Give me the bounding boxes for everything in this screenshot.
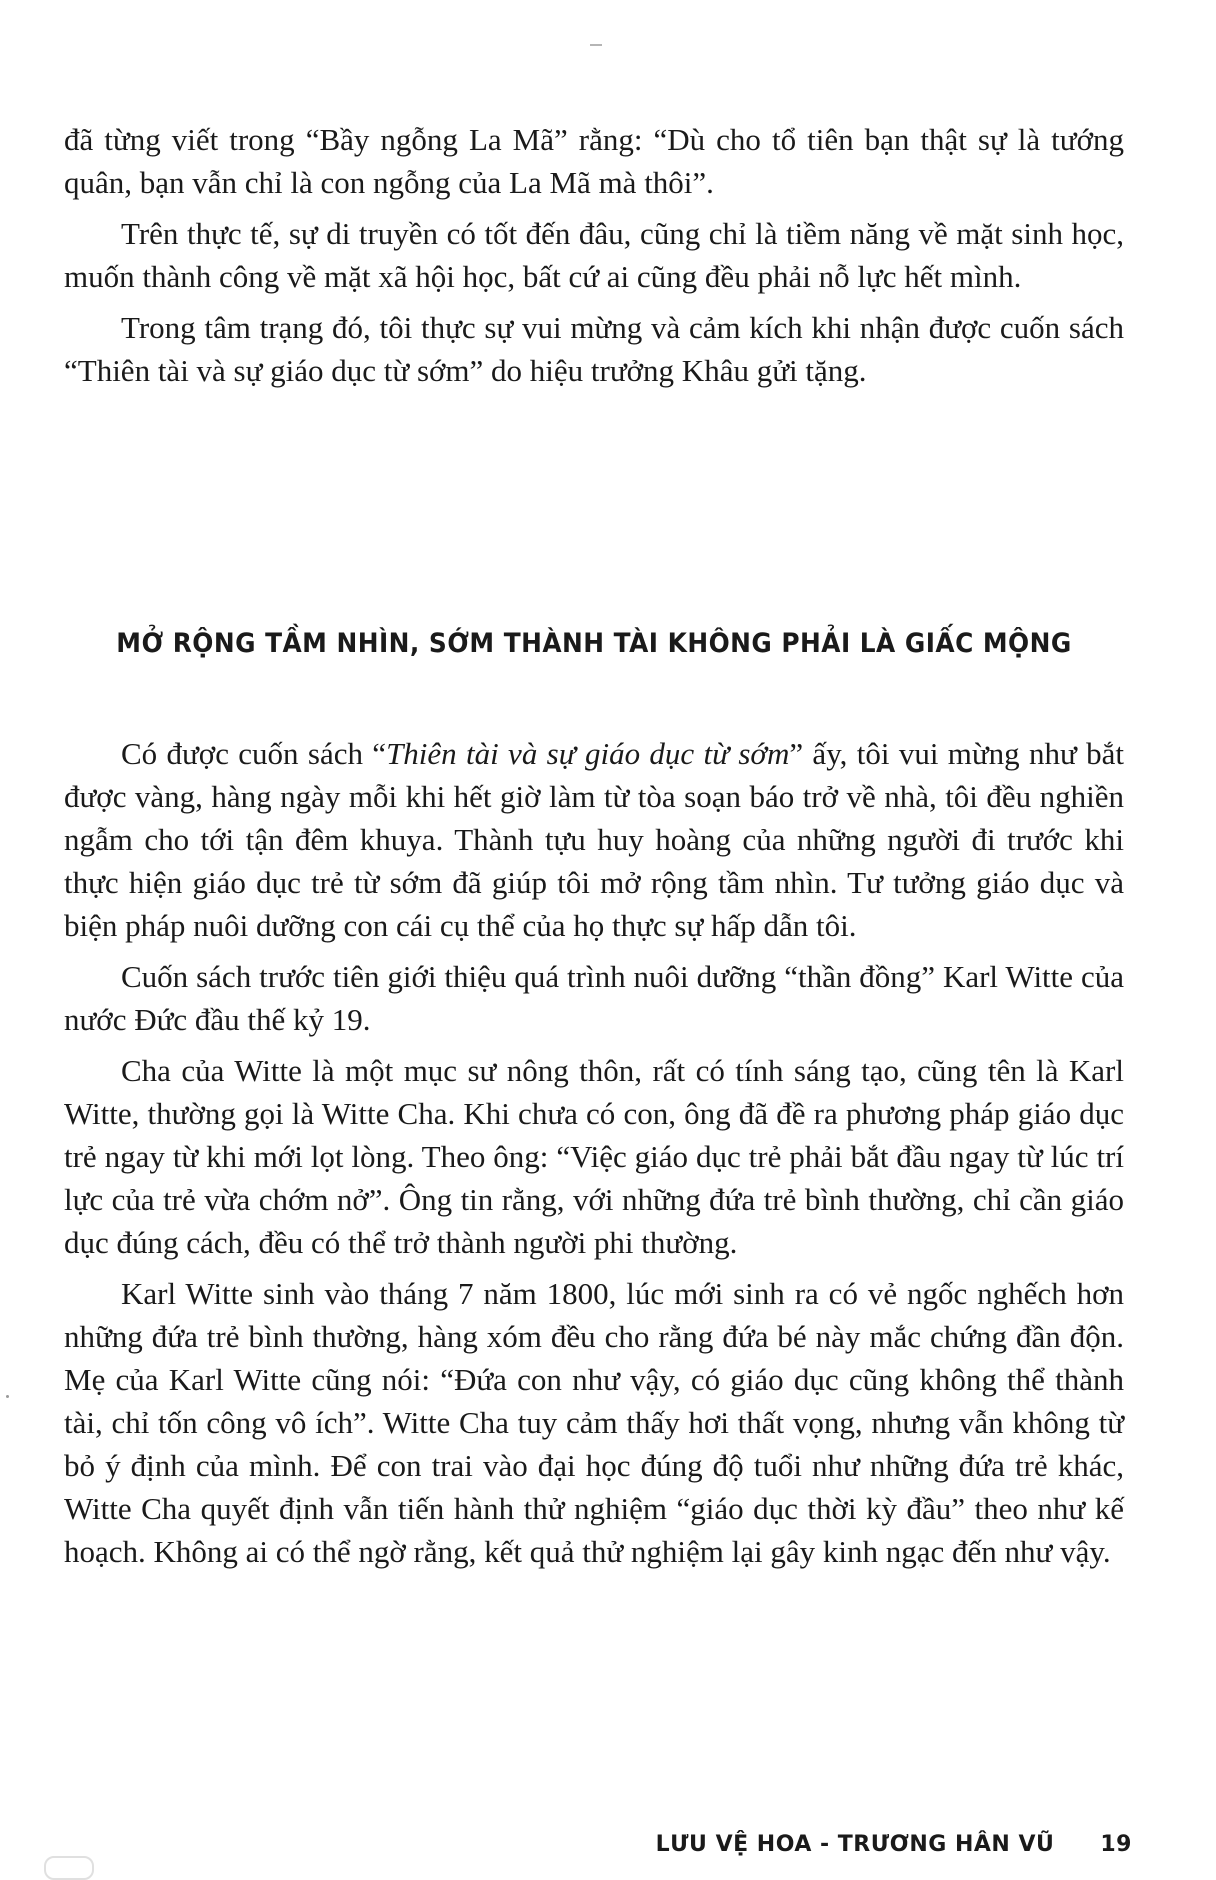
top-text-block xyxy=(64,118,1124,400)
scan-mark xyxy=(590,44,602,46)
footer-authors: LƯU VỆ HOA - TRƯƠNG HÂN VŨ xyxy=(655,1832,1055,1857)
watermark-logo-icon xyxy=(44,1856,94,1880)
paragraph-witte-father: Cha của Witte là một mục sư nông thôn, rất có tính sáng tạo, cũng tên là Karl Witte, thường gọi là Witte Cha. Khi chưa có con, ông đã đề ra phương pháp giáo dục trẻ ngay từ khi mới lọt lòng. Theo ông: “Việc giáo dục trẻ phải bắt đầu ngay từ lúc trí lực của trẻ vừa chớm nở”. Ông tin rằng, với những đứa trẻ bình thường, chỉ cần giáo dục đúng cách, đều có thể trở thành người phi thường. xyxy=(64,1053,1124,1260)
paragraph-received-book: Trong tâm trạng đó, tôi thực sự vui mừng và cảm kích khi nhận được cuốn sách “Thiên tài và sự giáo dục từ sớm” do hiệu trưởng Khâu gửi tặng. xyxy=(64,310,1124,388)
page-number: 19 xyxy=(1100,1832,1132,1857)
paragraph-heredity: Trên thực tế, sự di truyền có tốt đến đâu, cũng chỉ là tiềm năng về mặt sinh học, muốn thành công về mặt xã hội học, bất cứ ai cũng đều phải nỗ lực hết mình. xyxy=(64,216,1124,294)
book-title-italic: Thiên tài và sự giáo dục từ sớm xyxy=(386,736,790,771)
scanner-watermark xyxy=(44,1854,464,1876)
page-footer xyxy=(656,1832,1132,1857)
paragraph-rest-text: ” ấy, tôi vui mừng như bắt được vàng, hàng ngày mỗi khi hết giờ làm từ tòa soạn báo trở về nhà, tôi đều nghiền ngẫm cho tới tận đêm khuya. Thành tựu huy hoàng của những người đi trước khi thực hiện giáo dục trẻ từ sớm đã giúp tôi mở rộng tầm nhìn. Tư tưởng giáo dục và biện pháp nuôi dưỡng con cái cụ thể của họ thực sự hấp dẫn tôi. xyxy=(64,736,1125,943)
paragraph-karl-witte-intro: Cuốn sách trước tiên giới thiệu quá trình nuôi dưỡng “thần đồng” Karl Witte của nước Đức đầu thế kỷ 19. xyxy=(64,959,1124,1037)
section-text-block xyxy=(64,732,1124,1581)
paragraph-book-intro xyxy=(64,732,1124,947)
section-heading: MỞ RỘNG TẦM NHÌN, SỚM THÀNH TÀI KHÔNG PHẢI LÀ GIẤC MỘNG xyxy=(116,628,1072,659)
paragraph-witte-birth: Karl Witte sinh vào tháng 7 năm 1800, lúc mới sinh ra có vẻ ngốc nghếch hơn những đứa trẻ bình thường, hàng xóm đều cho rằng đứa bé này mắc chứng đần độn. Mẹ của Karl Witte cũng nói: “Đứa con như vậy, có giáo dục cũng không thể thành tài, chỉ tốn công vô ích”. Witte Cha tuy cảm thấy hơi thất vọng, nhưng vẫn không từ bỏ ý định của mình. Để con trai vào đại học đúng độ tuổi như những đứa trẻ khác, Witte Cha quyết định vẫn tiến hành thử nghiệm “giáo dục thời kỳ đầu” theo như kế hoạch. Không ai có thể ngờ rằng, kết quả thử nghiệm lại gây kinh ngạc đến như vậy. xyxy=(64,1276,1124,1569)
paragraph-lead-text: Có được cuốn sách “ xyxy=(121,736,387,771)
paragraph-continued: đã từng viết trong “Bầy ngỗng La Mã” rằng: “Dù cho tổ tiên bạn thật sự là tướng quân, bạn vẫn chỉ là con ngỗng của La Mã mà thôi”. xyxy=(64,122,1124,200)
scan-dot xyxy=(6,1395,9,1398)
